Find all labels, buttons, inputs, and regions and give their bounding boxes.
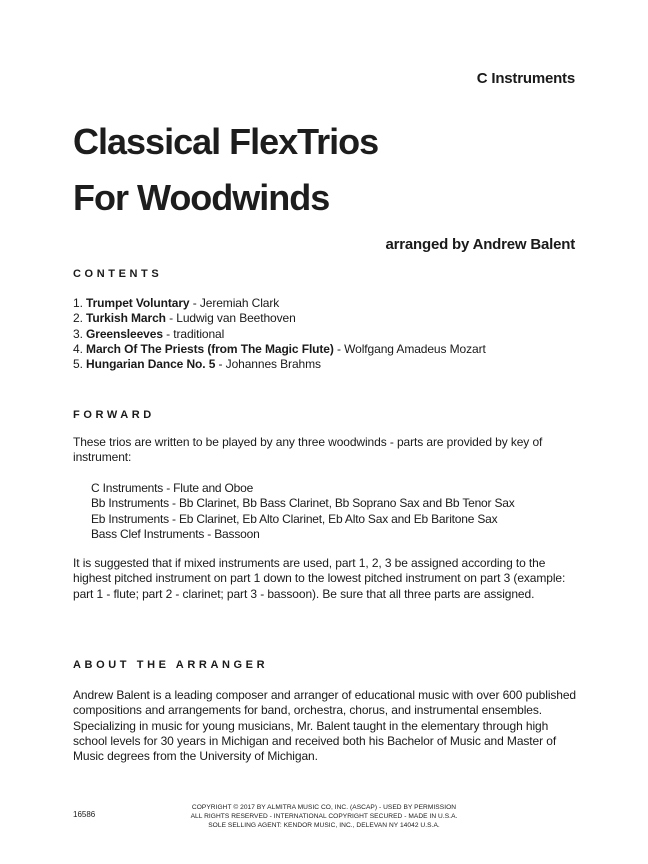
instrument-group: C Instruments - Flute and Oboe (91, 481, 254, 495)
title-line-2: For Woodwinds (73, 177, 330, 218)
item-number: 1. (73, 296, 87, 310)
forward-heading: FORWARD (73, 409, 155, 421)
forward-note: It is suggested that if mixed instruments are used, part 1, 2, 3 be assigned according to the highest pitched instrument on part 1 down to the lowest pitched instrument on part 3 (example: part 1 - flute; part 2 - clarinet; part 3 - bassoon). Be sure that all three parts are assigned. (73, 556, 566, 601)
piece-composer: - Jeremiah Clark (189, 296, 280, 310)
piece-title: Trumpet Voluntary (86, 296, 190, 310)
copyright-line: SOLE SELLING AGENT: KENDOR MUSIC, INC., DELEVAN NY 14042 U.S.A. (208, 822, 440, 829)
item-number: 4. (73, 341, 87, 356)
about-text: Andrew Balent is a leading composer and arranger of educational music with over 600 published compositions and arrangements for band, orchestra, chorus, and instrumental ensembles. Specializing in music for young musicians, Mr. Balent taught in the elementary through high school levels for 30 years in Michigan and received both his Bachelor of Music and Master of Music degrees from the University of Michigan. (73, 688, 577, 764)
instrument-group: Bass Clef Instruments - Bassoon (91, 526, 260, 541)
piece-title: Greensleeves (86, 326, 163, 341)
piece-composer: - traditional (162, 326, 225, 341)
copyright-line: ALL RIGHTS RESERVED - INTERNATIONAL COPYRIGHT SECURED - MADE IN U.S.A. (190, 813, 458, 820)
piece-title: Hungarian Dance No. 5 (86, 357, 216, 372)
contents-item (73, 327, 486, 342)
catalog-number: 16586 (73, 810, 96, 819)
instrument-group: Eb Instruments - Eb Clarinet, Eb Alto Clarinet, Eb Alto Sax and Eb Baritone Sax (91, 511, 498, 526)
contents-item (73, 296, 486, 311)
instrument-group: Bb Instruments - Bb Clarinet, Bb Bass Clarinet, Bb Soprano Sax and Bb Tenor Sax (91, 496, 515, 511)
item-number: 5. (73, 357, 87, 372)
edition-label: C Instruments (476, 70, 575, 87)
piece-composer: - Ludwig van Beethoven (165, 311, 296, 326)
contents-heading: CONTENTS (73, 268, 163, 280)
contents-item (73, 357, 486, 372)
item-number: 3. (73, 326, 87, 341)
contents-item (73, 342, 486, 357)
instrument-list (91, 481, 515, 542)
item-number: 2. (73, 311, 87, 326)
arranger-credit: arranged by Andrew Balent (385, 236, 575, 253)
contents-list (73, 296, 486, 372)
contents-item (73, 311, 486, 326)
piece-composer: - Wolfgang Amadeus Mozart (333, 341, 486, 356)
title-line-1: Classical FlexTrios (73, 121, 379, 162)
copyright-line: COPYRIGHT © 2017 BY ALMITRA MUSIC CO, INC. (ASCAP) - USED BY PERMISSION (191, 804, 457, 811)
piece-title: March Of The Priests (from The Magic Flute) (86, 341, 334, 356)
piece-title: Turkish March (86, 311, 166, 326)
copyright-notice (122, 803, 526, 830)
forward-intro: These trios are written to be played by any three woodwinds - parts are provided by key of instrument: (73, 435, 543, 465)
piece-composer: - Johannes Brahms (215, 357, 321, 372)
about-heading: ABOUT THE ARRANGER (73, 659, 269, 671)
page-title (73, 114, 378, 226)
